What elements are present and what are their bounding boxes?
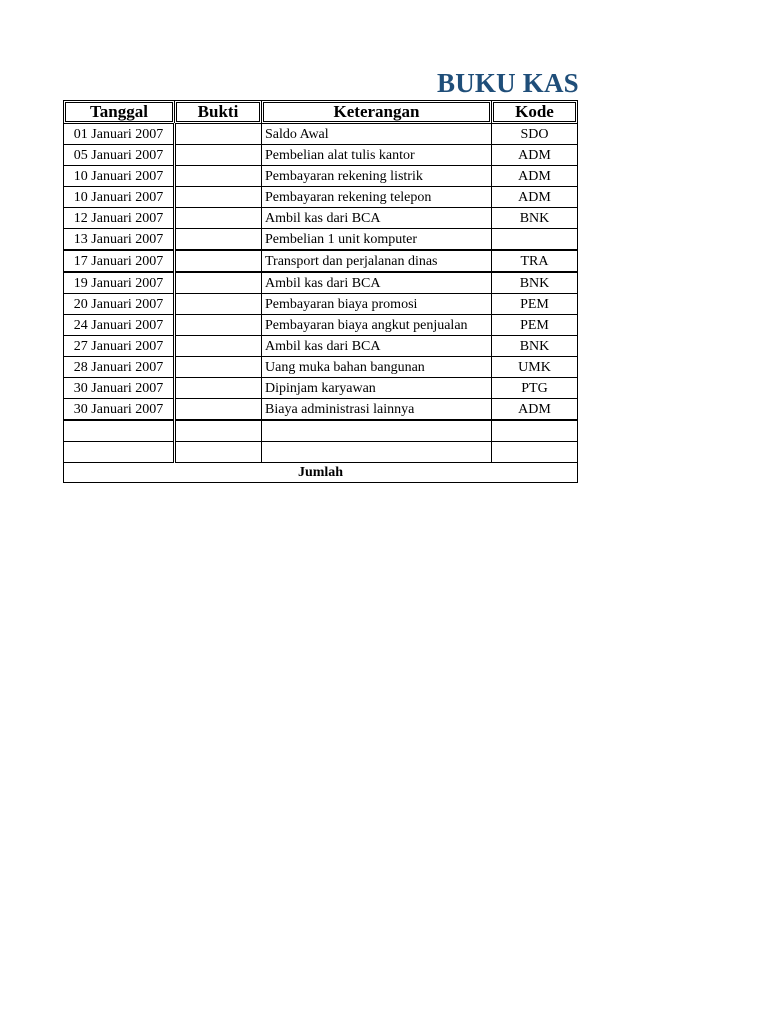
table-row [64, 208, 578, 229]
cell-keterangan[interactable]: Pembelian 1 unit komputer [262, 229, 492, 251]
header-keterangan[interactable]: Keterangan [262, 101, 492, 124]
page-title: BUKU KAS [437, 68, 579, 98]
table-row [64, 124, 578, 145]
cell-kode[interactable]: PEM [492, 294, 578, 315]
cell-kode[interactable]: UMK [492, 357, 578, 378]
table-row [64, 250, 578, 272]
cell-tanggal[interactable]: 10 Januari 2007 [64, 166, 175, 187]
table-row [64, 399, 578, 421]
cell-kode[interactable]: BNK [492, 336, 578, 357]
cell-keterangan[interactable]: Pembayaran rekening listrik [262, 166, 492, 187]
cell-bukti[interactable] [175, 145, 262, 166]
table-header-row [64, 101, 578, 124]
cell-tanggal[interactable]: 27 Januari 2007 [64, 336, 175, 357]
cell-tanggal[interactable]: 17 Januari 2007 [64, 250, 175, 272]
cell-tanggal[interactable]: 05 Januari 2007 [64, 145, 175, 166]
cell-tanggal[interactable]: 20 Januari 2007 [64, 294, 175, 315]
table-row [64, 357, 578, 378]
cell-kode[interactable]: TRA [492, 250, 578, 272]
cell-keterangan[interactable]: Transport dan perjalanan dinas [262, 250, 492, 272]
cell-bukti[interactable] [175, 315, 262, 336]
cell-tanggal[interactable]: 24 Januari 2007 [64, 315, 175, 336]
cell-kode[interactable]: ADM [492, 187, 578, 208]
cell-tanggal[interactable]: 12 Januari 2007 [64, 208, 175, 229]
cell-tanggal[interactable]: 01 Januari 2007 [64, 124, 175, 145]
cell-bukti[interactable] [175, 208, 262, 229]
table-row [64, 378, 578, 399]
cell-tanggal[interactable]: 30 Januari 2007 [64, 399, 175, 421]
cell-bukti[interactable] [175, 357, 262, 378]
cell-tanggal[interactable]: 13 Januari 2007 [64, 229, 175, 251]
cell-keterangan[interactable]: Dipinjam karyawan [262, 378, 492, 399]
cell-keterangan[interactable]: Pembelian alat tulis kantor [262, 145, 492, 166]
cell-kode[interactable]: ADM [492, 145, 578, 166]
table-row [64, 145, 578, 166]
cell-keterangan[interactable]: Ambil kas dari BCA [262, 336, 492, 357]
cell-bukti[interactable] [175, 442, 262, 463]
header-tanggal[interactable]: Tanggal [64, 101, 175, 124]
cell-keterangan[interactable] [262, 442, 492, 463]
cell-keterangan[interactable]: Pembayaran biaya angkut penjualan [262, 315, 492, 336]
cell-keterangan[interactable]: Ambil kas dari BCA [262, 272, 492, 294]
cell-bukti[interactable] [175, 399, 262, 421]
table-row [64, 166, 578, 187]
header-kode[interactable]: Kode [492, 101, 578, 124]
cell-kode[interactable]: BNK [492, 208, 578, 229]
cell-tanggal[interactable]: 30 Januari 2007 [64, 378, 175, 399]
cell-kode[interactable]: PTG [492, 378, 578, 399]
cell-bukti[interactable] [175, 229, 262, 251]
cell-keterangan[interactable]: Pembayaran biaya promosi [262, 294, 492, 315]
cell-kode[interactable] [492, 442, 578, 463]
cell-bukti[interactable] [175, 336, 262, 357]
cell-keterangan[interactable] [262, 420, 492, 442]
table-row [64, 442, 578, 463]
table-row [64, 272, 578, 294]
cell-bukti[interactable] [175, 294, 262, 315]
table-row [64, 336, 578, 357]
total-label: Jumlah [64, 463, 578, 483]
cell-kode[interactable]: SDO [492, 124, 578, 145]
table-row [64, 187, 578, 208]
cell-keterangan[interactable]: Biaya administrasi lainnya [262, 399, 492, 421]
cell-bukti[interactable] [175, 187, 262, 208]
cell-bukti[interactable] [175, 420, 262, 442]
cell-tanggal[interactable]: 10 Januari 2007 [64, 187, 175, 208]
cell-bukti[interactable] [175, 124, 262, 145]
header-bukti[interactable]: Bukti [175, 101, 262, 124]
cash-ledger-table [63, 100, 578, 483]
table-body [64, 124, 578, 483]
table-row [64, 229, 578, 251]
cell-tanggal[interactable]: 19 Januari 2007 [64, 272, 175, 294]
cell-bukti[interactable] [175, 166, 262, 187]
cell-kode[interactable]: ADM [492, 399, 578, 421]
cell-keterangan[interactable]: Pembayaran rekening telepon [262, 187, 492, 208]
cell-kode[interactable]: ADM [492, 166, 578, 187]
table-row [64, 420, 578, 442]
cell-tanggal[interactable] [64, 420, 175, 442]
cell-keterangan[interactable]: Ambil kas dari BCA [262, 208, 492, 229]
cell-bukti[interactable] [175, 250, 262, 272]
cell-kode[interactable] [492, 229, 578, 251]
cell-bukti[interactable] [175, 272, 262, 294]
cell-bukti[interactable] [175, 378, 262, 399]
cell-tanggal[interactable]: 28 Januari 2007 [64, 357, 175, 378]
table-row [64, 315, 578, 336]
cell-keterangan[interactable]: Uang muka bahan bangunan [262, 357, 492, 378]
total-row [64, 463, 578, 483]
cell-tanggal[interactable] [64, 442, 175, 463]
cell-kode[interactable] [492, 420, 578, 442]
cell-kode[interactable]: BNK [492, 272, 578, 294]
table-row [64, 294, 578, 315]
cell-kode[interactable]: PEM [492, 315, 578, 336]
cell-keterangan[interactable]: Saldo Awal [262, 124, 492, 145]
